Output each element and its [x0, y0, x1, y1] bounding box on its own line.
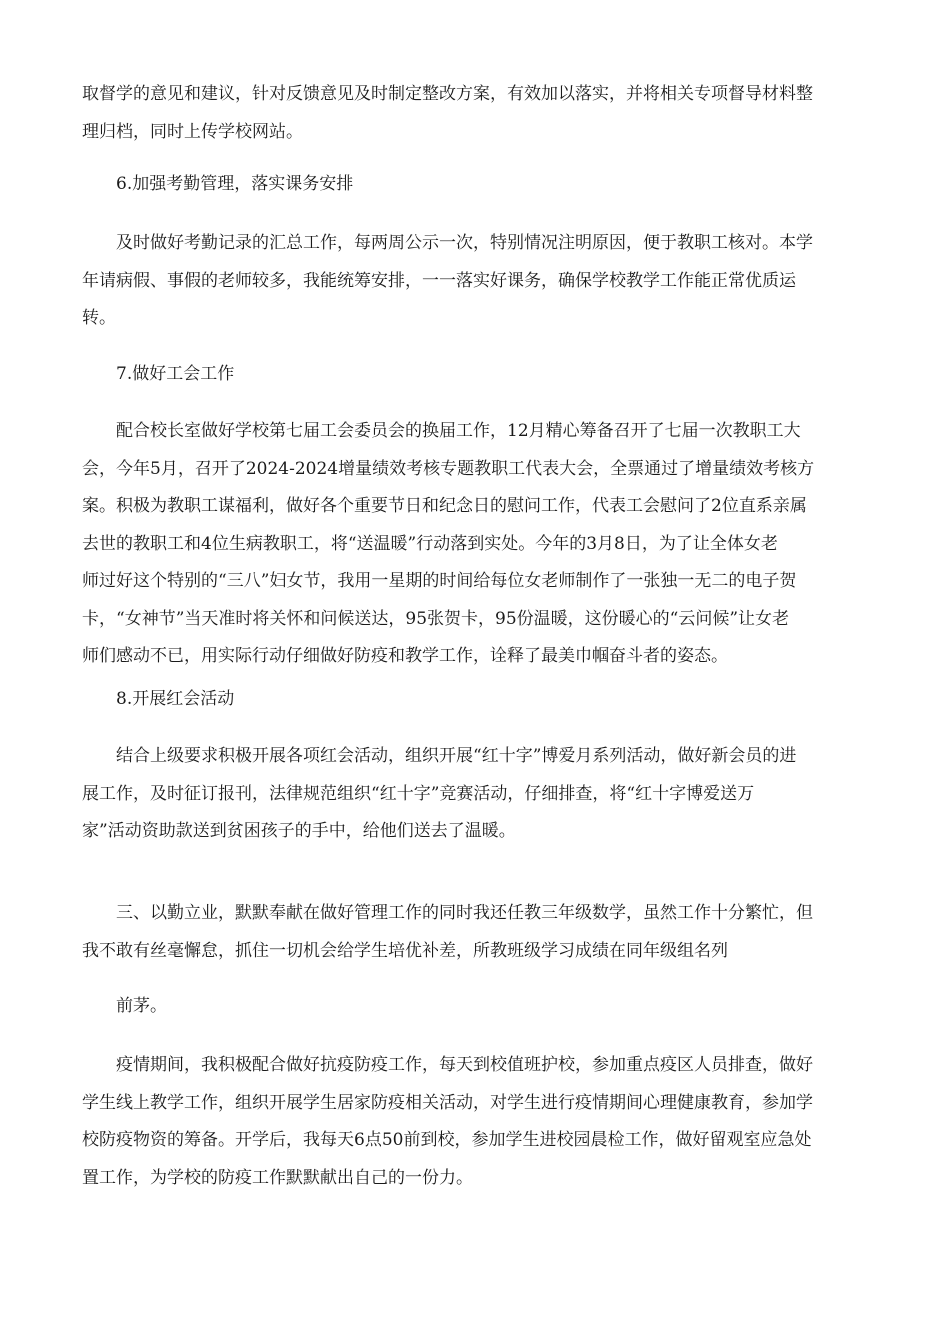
paragraph-union-work [82, 413, 868, 676]
paragraph-line: 配合校长室做好学校第七届工会委员会的换届工作，12月精心筹备召开了七届一次教职工大 [116, 421, 801, 441]
paragraph-line: 我不敢有丝毫懈怠，抓住一切机会给学生培优补差，所教班级学习成绩在同年级组名列 [82, 940, 728, 961]
paragraph-line: 案。积极为教职工谋福利，做好各个重要节日和纪念日的慰问工作，代表工会慰问了2位直系亲属 [82, 496, 807, 516]
paragraph-line: 家”活动资助款送到贫困孩子的手中，给他们送去了温暖。 [82, 821, 516, 841]
paragraph-line: 结合上级要求积极开展各项红会活动，组织开展“红十字”博爱月系列活动，做好新会员的进 [116, 746, 797, 766]
paragraph-attendance [82, 225, 868, 338]
paragraph-line: 学生线上教学工作，组织开展学生居家防疫相关活动，对学生进行疫情期间心理健康教育，参加学 [82, 1092, 813, 1113]
paragraph-line: 展工作，及时征订报刊，法律规范组织“红十字”竞赛活动，仔细排查，将“红十字博爱送万 [82, 783, 755, 804]
paragraph-line: 去世的教职工和4位生病教职工，将“送温暖”行动落到实处。今年的3月8日，为了让全体女老 [82, 533, 778, 554]
paragraph-line: 校防疫物资的筹备。开学后，我每天6点50前到校，参加学生进校园晨检工作，做好留观室应急处 [82, 1130, 812, 1150]
paragraph-line: 会，今年5月，召开了2024-2024增量绩效考核专题教职工代表大会，全票通过了增量绩效考核方 [82, 458, 815, 479]
heading-text: 7.做好工会工作 [116, 364, 235, 384]
paragraph-feedback-continuation [82, 76, 868, 151]
paragraph-line: 转。 [82, 308, 116, 328]
paragraph-line: 取督学的意见和建议，针对反馈意见及时制定整改方案，有效加以落实，并将相关专项督导材料整 [82, 84, 813, 104]
paragraph-line: 置工作，为学校的防疫工作默默献出自己的一份力。 [82, 1167, 473, 1188]
paragraph-epidemic [82, 1047, 868, 1197]
section-heading-8 [82, 681, 868, 719]
paragraph-line: 卡，“女神节”当天准时将关怀和问候送达，95张贺卡，95份温暖，这份暖心的“云问候”让女老 [82, 608, 790, 629]
heading-text: 8.开展红会活动 [116, 689, 235, 709]
paragraph-line: 疫情期间，我积极配合做好抗疫防疫工作，每天到校值班护校，参加重点疫区人员排查，做好 [116, 1055, 813, 1075]
paragraph-line: 前茅。 [116, 996, 167, 1016]
section-heading-6 [82, 166, 868, 204]
section-heading-7 [82, 356, 868, 394]
heading-text: 6.加强考勤管理，落实课务安排 [116, 174, 354, 194]
paragraph-line: 年请病假、事假的老师较多，我能统筹安排，一一落实好课务，确保学校教学工作能正常优质运 [82, 270, 796, 291]
paragraph-diligence [82, 895, 868, 970]
paragraph-continuation [82, 988, 868, 1026]
paragraph-line: 理归档，同时上传学校网站。 [82, 121, 303, 142]
paragraph-line: 及时做好考勤记录的汇总工作，每两周公示一次，特别情况注明原因，便于教职工核对。本学 [116, 233, 813, 253]
paragraph-red-cross [82, 738, 868, 851]
paragraph-line: 师过好这个特别的“三八”妇女节，我用一星期的时间给每位女老师制作了一张独一无二的电子贺 [82, 571, 797, 591]
paragraph-line: 三、以勤立业，默默奉献在做好管理工作的同时我还任教三年级数学，虽然工作十分繁忙，但 [116, 903, 813, 923]
paragraph-line: 师们感动不已，用实际行动仔细做好防疫和教学工作，诠释了最美巾帼奋斗者的姿态。 [82, 646, 728, 666]
